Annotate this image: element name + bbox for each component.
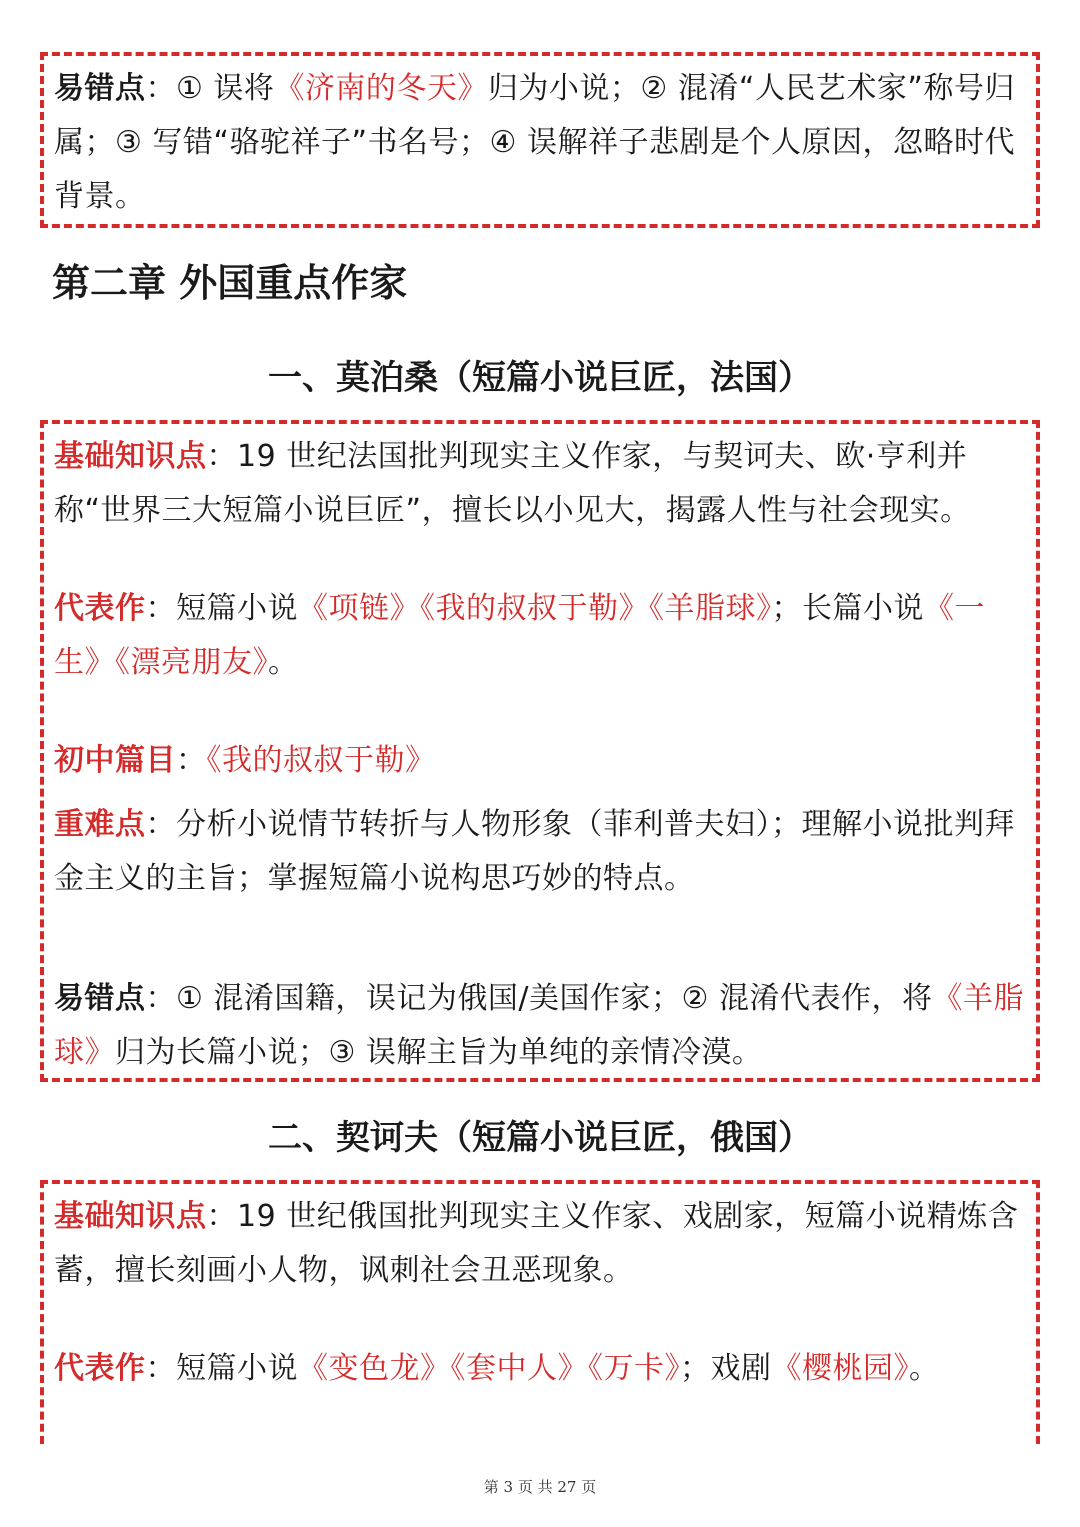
key-difficulties-paragraph: [54, 798, 1026, 906]
section-title-chekhov: 二、契诃夫（短篇小说巨匠，俄国）: [268, 1118, 812, 1158]
text-run: 。: [268, 645, 299, 680]
text-run: 分析小说情节转折与人物形象（菲利普夫妇）；理解小说批判拜金主义的主旨；掌握短篇小说构思巧妙的特点。: [54, 807, 1015, 896]
mistakes-paragraph: [54, 62, 1026, 224]
text-run: 19 世纪俄国批判现实主义作家、戏剧家，短篇小说精炼含蓄，擅长刻画小人物，讽刺社会丑恶现象。: [54, 1199, 1019, 1288]
basic-knowledge-paragraph: [54, 430, 1026, 538]
key-difficulties-label: 重难点: [54, 807, 146, 842]
text-run: ① 误将: [176, 71, 275, 106]
text-run: 归为长篇小说；③ 误解主旨为单纯的亲情冷漠。: [115, 1035, 763, 1070]
mistakes-paragraph: [54, 972, 1026, 1080]
separator: ：: [145, 71, 176, 106]
separator: ：: [145, 591, 176, 626]
basic-knowledge-label: 基础知识点: [54, 1199, 207, 1234]
work-title: 《一生》《漂亮朋友》: [54, 591, 985, 680]
text-run: 。: [909, 1351, 940, 1386]
text-run: 短篇小说: [176, 591, 298, 626]
section-title-maupassant: 一、莫泊桑（短篇小说巨匠，法国）: [268, 358, 812, 398]
representative-works-paragraph: [54, 1342, 1026, 1396]
text-run: ；长篇小说: [771, 591, 924, 626]
work-title: 《变色龙》《套中人》《万卡》: [298, 1351, 680, 1386]
work-title: 《樱桃园》: [771, 1351, 909, 1386]
representative-works-label: 代表作: [54, 591, 146, 626]
representative-works-paragraph: [54, 582, 1026, 690]
text-run: ；戏剧: [680, 1351, 772, 1386]
work-title: 《济南的冬天》: [274, 71, 488, 106]
text-run: 19 世纪法国批判现实主义作家，与契诃夫、欧·亨利并称“世界三大短篇小说巨匠”，擅长以小见大，揭露人性与社会现实。: [54, 439, 971, 528]
work-title: 《羊脂球》: [54, 981, 1024, 1070]
separator: ：: [145, 981, 176, 1016]
separator: ：: [206, 439, 237, 474]
mistakes-label: 易错点: [54, 71, 146, 106]
mistakes-box-previous: [40, 52, 1040, 228]
chekhov-box: [40, 1180, 1040, 1444]
chapter-title: 第二章 外国重点作家: [52, 261, 408, 305]
maupassant-box: [40, 420, 1040, 1082]
text-run: 短篇小说: [176, 1351, 298, 1386]
separator: ：: [176, 743, 207, 778]
text-run: 归为小说；② 混淆“人民艺术家”称号归属；③ 写错“骆驼祥子”书名号；④ 误解祥子悲剧是个人原因，忽略时代背景。: [54, 71, 1015, 214]
representative-works-label: 代表作: [54, 1351, 146, 1386]
basic-knowledge-paragraph: [54, 1190, 1026, 1298]
separator: ：: [206, 1199, 237, 1234]
work-title: 《我的叔叔于勒》: [206, 743, 436, 778]
separator: ：: [145, 807, 176, 842]
basic-knowledge-label: 基础知识点: [54, 439, 207, 474]
mistakes-label: 易错点: [54, 981, 146, 1016]
page-footer: 第 3 页 共 27 页: [483, 1478, 597, 1496]
text-run: ① 混淆国籍，误记为俄国/美国作家；② 混淆代表作，将: [176, 981, 933, 1016]
work-title: 《项链》《我的叔叔于勒》《羊脂球》: [298, 591, 772, 626]
junior-texts-paragraph: [54, 734, 1026, 788]
separator: ：: [145, 1351, 176, 1386]
junior-texts-label: 初中篇目: [54, 743, 176, 778]
